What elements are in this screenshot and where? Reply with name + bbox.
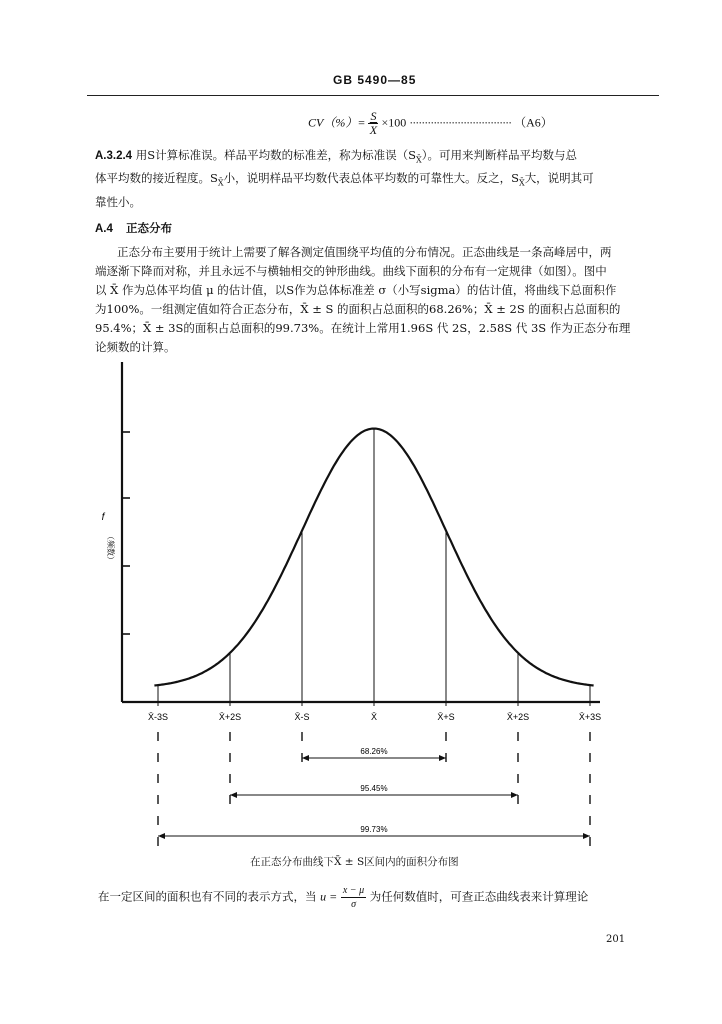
paragraph-line: 为100%。一组测定值如符合正态分布，X̄ ± S 的面积占总面积的68.26%；X̄ ± 2S 的面积占总面积的 [95, 302, 621, 316]
u-denominator: σ [351, 899, 356, 910]
paragraph-line: 正态分布主要用于统计上需要了解各测定值围绕平均值的分布情况。正态曲线是一条高峰居中，两 [117, 245, 612, 259]
equation-fraction [368, 110, 378, 137]
x-tick-label: X̄ [370, 712, 378, 722]
equation-number: （A6） [514, 115, 553, 130]
arrow-head-left [158, 833, 165, 839]
arrow-head-right [511, 792, 518, 798]
interval-label: 99.73% [360, 825, 388, 834]
section-a324-line2: 体平均数的接近程度。S [95, 171, 218, 186]
section-a324-number: A.3.2.4 [95, 150, 133, 162]
x-tick-label: X̄+S [437, 712, 455, 722]
paragraph-line: 95.4%；X̄ ± 3S的面积占总面积的99.73%。在统计上常用1.96S 代 2S，2.58S 代 3S 作为正态分布理 [95, 321, 631, 335]
section-a324-line2-mid: 小，说明样品平均数代表总体平均数的可靠性大。反之，S [223, 171, 519, 186]
interval-label: 68.26% [360, 747, 388, 756]
interval-label: 95.45% [360, 784, 388, 793]
x-tick-label: X̄+2S [218, 712, 242, 722]
section-a4-paragraph [95, 243, 660, 357]
normal-distribution-chart [0, 350, 722, 870]
section-a4-heading [95, 217, 172, 236]
section-a4-number: A.4 [95, 223, 113, 235]
chart-caption: 在正态分布曲线下X̄ ± S区间内的面积分布图 [250, 856, 459, 868]
equation-denominator: X [369, 123, 378, 137]
equation-lhs: CV（%）= [308, 115, 366, 130]
sub-xbar: X̄ [217, 178, 224, 188]
y-axis-note: （频数） [106, 532, 115, 564]
section-a324 [95, 146, 660, 212]
u-fraction [341, 884, 366, 911]
arrow-head-right [583, 833, 590, 839]
sub-xbar: X̄ [416, 155, 422, 165]
y-axis-label: f [101, 512, 105, 523]
header-rule [87, 95, 659, 96]
footer-text [98, 884, 588, 911]
u-numerator: x − μ [342, 885, 365, 896]
standard-number: GB 5490—85 [333, 73, 417, 87]
section-a4-title: 正态分布 [126, 223, 172, 235]
equation-numerator: S [370, 109, 377, 123]
equation-dots: ·································· [409, 115, 512, 130]
equation-rhs: ×100 [381, 115, 407, 130]
arrow-head-left [302, 755, 309, 761]
footer-text-start: 在一定区间的面积也有不同的表示方式，当 [98, 889, 317, 904]
footer-text-end: 为任何数值时，可查正态曲线表来计算理论 [369, 889, 589, 904]
x-tick-label: X̄-S [294, 712, 310, 722]
section-a324-line1-end: ）。可用来判断样品平均数与总 [421, 148, 577, 162]
arrow-head-left [230, 792, 237, 798]
section-a324-line2-end: 大，说明其可 [524, 171, 594, 186]
paragraph-line: 论频数的计算。 [95, 340, 176, 354]
section-a324-line3: 靠性小。 [95, 194, 141, 209]
equation-a6 [308, 110, 553, 137]
paragraph-line: 端逐渐下降而对称，并且永远不与横轴相交的钟形曲线。曲线下面积的分布有一定规律（如图）。图中 [95, 264, 607, 278]
x-tick-label: X̄-3S [147, 712, 169, 722]
x-tick-label: X̄+2S [506, 712, 530, 722]
x-tick-label: X̄+3S [578, 712, 602, 722]
u-lhs: u = [320, 889, 338, 904]
page-number: 201 [606, 934, 626, 945]
sub-xbar: X̄ [518, 178, 525, 188]
paragraph-line: 以 X̄ 作为总体平均值 μ 的估计值，以S作为总体标准差 σ（小写sigma）的估计值，将曲线下总面积作 [95, 283, 617, 297]
arrow-head-right [439, 755, 446, 761]
section-a324-line1: 用S计算标准误。样品平均数的标准差，称为标准误（S [135, 148, 416, 162]
